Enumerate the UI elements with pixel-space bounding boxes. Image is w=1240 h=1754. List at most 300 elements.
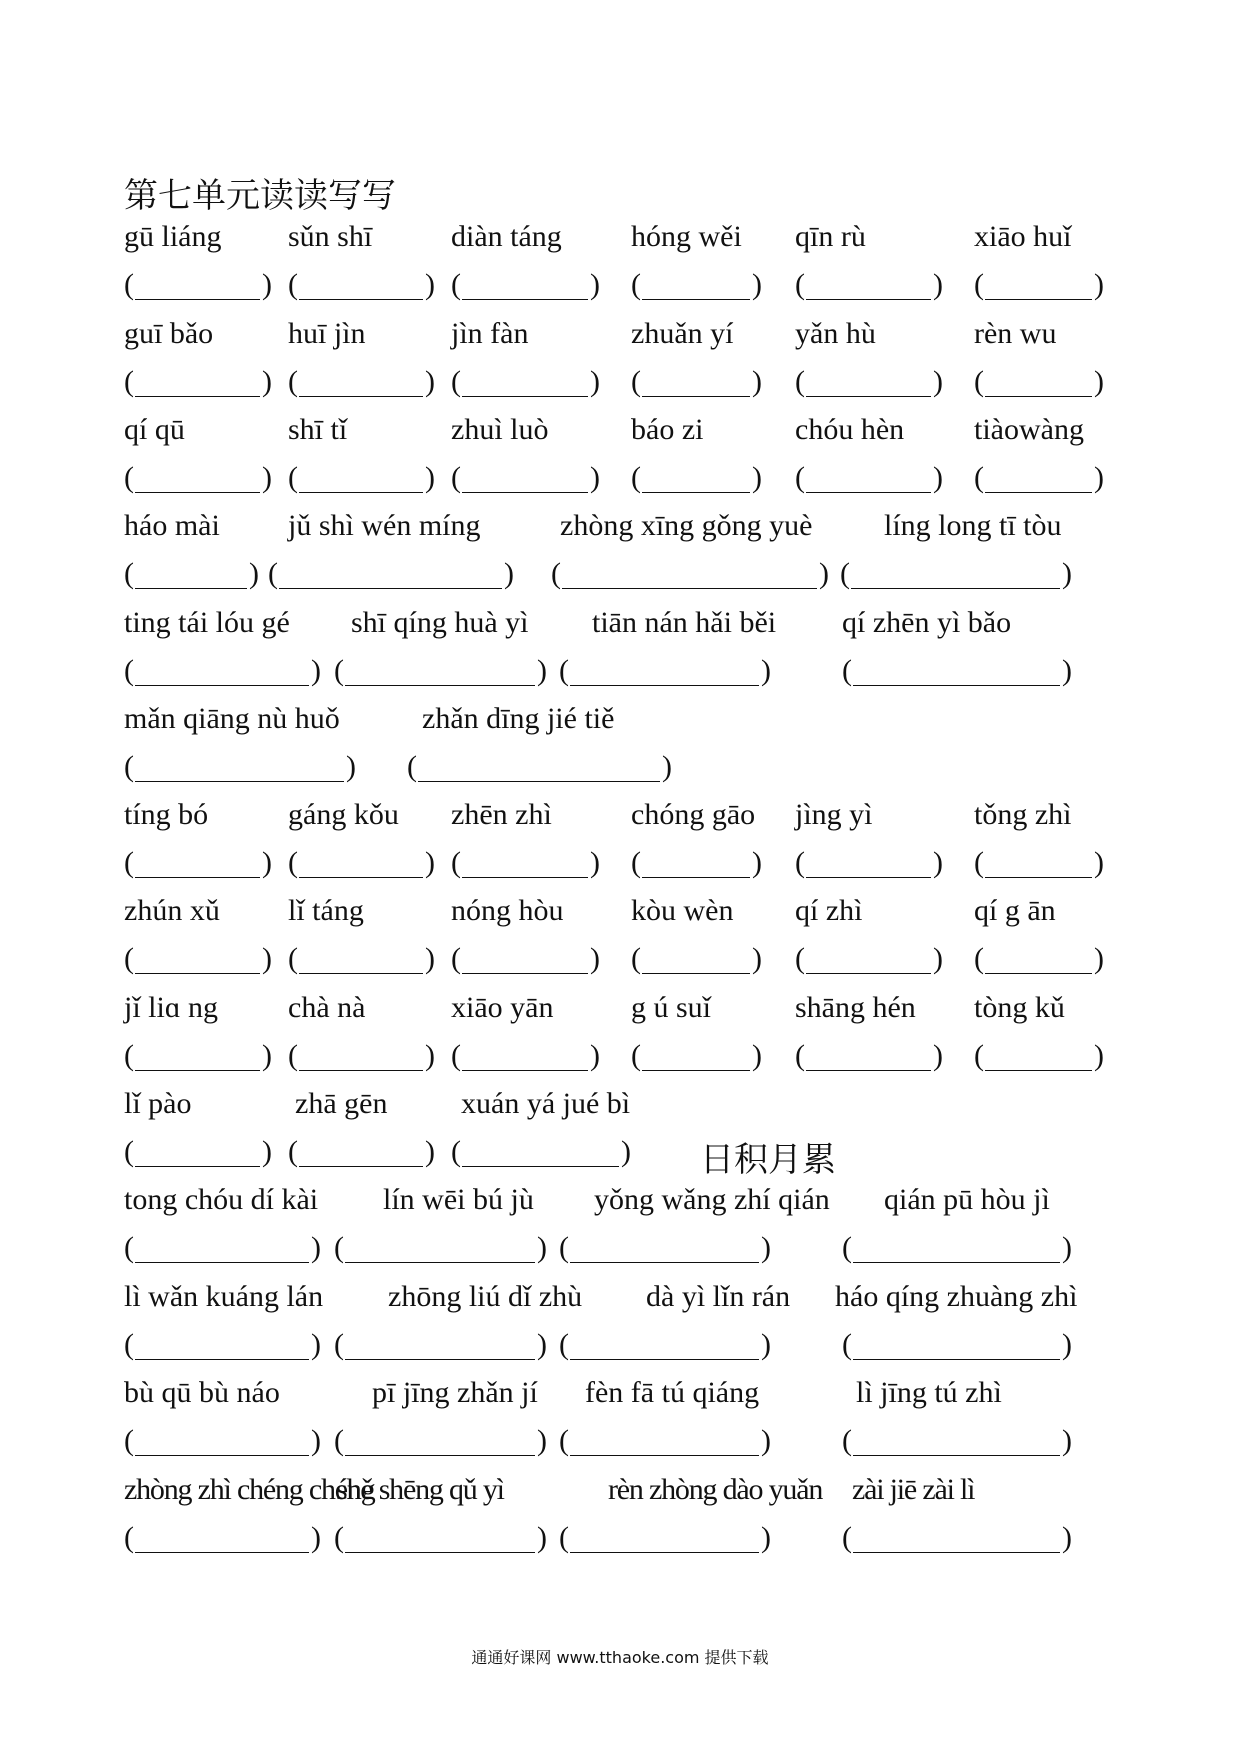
open-paren: (: [451, 268, 461, 301]
answer-blank[interactable]: [334, 1520, 548, 1556]
pinyin-prompt: rèn zhòng dào yuǎn: [608, 1473, 823, 1506]
blank-line: [299, 1166, 423, 1167]
answer-blank[interactable]: [551, 556, 830, 592]
close-paren: ): [752, 1039, 762, 1072]
pinyin-prompt: gáng kǒu: [288, 798, 399, 831]
pinyin-prompt: xiāo huǐ: [974, 220, 1072, 253]
open-paren: (: [631, 461, 641, 494]
open-paren: (: [288, 365, 298, 398]
blank-line: [985, 492, 1092, 493]
pinyin-prompt: tǒng zhì: [974, 798, 1072, 831]
answer-blank[interactable]: [974, 941, 1105, 977]
answer-blank[interactable]: [795, 845, 944, 881]
open-paren: (: [559, 1424, 569, 1457]
pinyin-prompt: qí g ān: [974, 894, 1056, 927]
blank-line: [806, 396, 931, 397]
blank-line: [135, 396, 260, 397]
blank-line: [135, 877, 260, 878]
answer-blank[interactable]: [451, 267, 601, 303]
open-paren: (: [124, 750, 134, 783]
pinyin-prompt: zhòng zhì chéng chéng: [124, 1473, 375, 1506]
close-paren: ): [761, 654, 771, 687]
answer-blank[interactable]: [288, 460, 436, 496]
open-paren: (: [842, 1328, 852, 1361]
pinyin-prompt: líng long tī tòu: [884, 509, 1062, 542]
answer-blank[interactable]: [559, 1230, 772, 1266]
close-paren: ): [537, 1328, 547, 1361]
blank-line: [299, 492, 423, 493]
answer-blank[interactable]: [288, 845, 436, 881]
pinyin-prompt: tiān nán hǎi běi: [592, 606, 777, 639]
close-paren: ): [262, 268, 272, 301]
open-paren: (: [268, 557, 278, 590]
close-paren: ): [761, 1328, 771, 1361]
open-paren: (: [407, 750, 417, 783]
answer-blank[interactable]: [840, 556, 1073, 592]
close-paren: ): [311, 1424, 321, 1457]
open-paren: (: [124, 1328, 134, 1361]
blank-line: [806, 973, 931, 974]
open-paren: (: [124, 654, 134, 687]
blank-line: [135, 492, 260, 493]
pinyin-prompt: qián pū hòu jì: [884, 1183, 1050, 1216]
pinyin-prompt: zhún xǔ: [124, 894, 220, 927]
answer-blank[interactable]: [974, 1038, 1105, 1074]
answer-blank[interactable]: [124, 1134, 273, 1170]
pinyin-prompt: zhòng xīng gǒng yuè: [560, 509, 813, 542]
open-paren: (: [795, 1039, 805, 1072]
close-paren: ): [1062, 654, 1072, 687]
blank-line: [853, 685, 1060, 686]
blank-line: [462, 492, 588, 493]
answer-blank[interactable]: [842, 653, 1073, 689]
pinyin-prompt: yǒng wǎng zhí qián: [594, 1183, 830, 1216]
answer-blank[interactable]: [288, 1134, 436, 1170]
open-paren: (: [334, 1424, 344, 1457]
answer-blank[interactable]: [124, 460, 273, 496]
blank-line: [462, 299, 588, 300]
open-paren: (: [840, 557, 850, 590]
footer-text: 通通好课网 www.tthaoke.com 提供下载: [471, 1648, 769, 1667]
blank-line: [851, 588, 1060, 589]
open-paren: (: [974, 846, 984, 879]
close-paren: ): [1062, 1328, 1072, 1361]
open-paren: (: [451, 942, 461, 975]
blank-line: [642, 492, 750, 493]
blank-line: [345, 1359, 535, 1360]
open-paren: (: [451, 461, 461, 494]
pinyin-prompt: chóu hèn: [795, 413, 905, 446]
open-paren: (: [124, 557, 134, 590]
blank-line: [985, 973, 1092, 974]
pinyin-prompt: tong chóu dí kài: [124, 1183, 319, 1216]
open-paren: (: [451, 365, 461, 398]
blank-line: [806, 492, 931, 493]
close-paren: ): [662, 750, 672, 783]
open-paren: (: [288, 942, 298, 975]
close-paren: ): [819, 557, 829, 590]
answer-blank[interactable]: [631, 364, 763, 400]
blank-line: [985, 396, 1092, 397]
close-paren: ): [425, 268, 435, 301]
close-paren: ): [504, 557, 514, 590]
answer-blank[interactable]: [795, 267, 944, 303]
open-paren: (: [559, 654, 569, 687]
answer-blank[interactable]: [288, 364, 436, 400]
close-paren: ): [933, 365, 943, 398]
open-paren: (: [974, 268, 984, 301]
pinyin-prompt: chóng gāo: [631, 798, 756, 831]
pinyin-prompt: zhā gēn: [295, 1087, 388, 1120]
pinyin-prompt: gū liáng: [124, 220, 222, 253]
blank-line: [462, 396, 588, 397]
blank-line: [135, 1359, 309, 1360]
open-paren: (: [124, 1135, 134, 1168]
answer-blank[interactable]: [974, 460, 1105, 496]
blank-line: [135, 299, 260, 300]
open-paren: (: [842, 1521, 852, 1554]
open-paren: (: [551, 557, 561, 590]
close-paren: ): [752, 846, 762, 879]
pinyin-prompt: tiàowàng: [974, 413, 1084, 446]
blank-line: [562, 588, 817, 589]
close-paren: ): [1062, 1231, 1072, 1264]
close-paren: ): [1062, 557, 1072, 590]
pinyin-prompt: háo qíng zhuàng zhì: [835, 1280, 1078, 1313]
pinyin-prompt: shī qíng huà yì: [351, 606, 529, 639]
pinyin-prompt: rèn wu: [974, 317, 1057, 350]
close-paren: ): [311, 1521, 321, 1554]
close-paren: ): [933, 846, 943, 879]
open-paren: (: [451, 846, 461, 879]
answer-blank[interactable]: [124, 1230, 322, 1266]
blank-line: [279, 588, 502, 589]
close-paren: ): [933, 1039, 943, 1072]
blank-line: [299, 1070, 423, 1071]
answer-blank[interactable]: [124, 1327, 322, 1363]
close-paren: ): [933, 461, 943, 494]
blank-line: [462, 877, 588, 878]
open-paren: (: [288, 846, 298, 879]
pinyin-prompt: báo zi: [631, 413, 704, 446]
blank-line: [570, 1455, 759, 1456]
answer-blank[interactable]: [795, 364, 944, 400]
blank-line: [135, 1262, 309, 1263]
answer-blank[interactable]: [631, 845, 763, 881]
blank-line: [135, 973, 260, 974]
blank-line: [345, 1262, 535, 1263]
close-paren: ): [752, 942, 762, 975]
blank-line: [299, 396, 423, 397]
close-paren: ): [262, 942, 272, 975]
pinyin-prompt: hóng wěi: [631, 220, 742, 253]
pinyin-prompt: qīn rù: [795, 220, 866, 253]
pinyin-prompt: chà nà: [288, 991, 366, 1024]
close-paren: ): [311, 1231, 321, 1264]
pinyin-prompt: tíng bó: [124, 798, 209, 831]
blank-line: [135, 685, 309, 686]
answer-blank[interactable]: [334, 653, 548, 689]
answer-blank[interactable]: [795, 1038, 944, 1074]
blank-line: [853, 1262, 1060, 1263]
pinyin-prompt: nóng hòu: [451, 894, 564, 927]
open-paren: (: [631, 365, 641, 398]
pinyin-prompt: lǐ táng: [288, 894, 364, 927]
blank-line: [135, 1455, 309, 1456]
blank-line: [806, 1070, 931, 1071]
answer-blank[interactable]: [974, 845, 1105, 881]
answer-blank[interactable]: [842, 1327, 1073, 1363]
close-paren: ): [590, 1039, 600, 1072]
blank-line: [806, 877, 931, 878]
close-paren: ): [262, 461, 272, 494]
open-paren: (: [559, 1231, 569, 1264]
blank-line: [299, 973, 423, 974]
close-paren: ): [752, 268, 762, 301]
blank-line: [135, 588, 247, 589]
pinyin-prompt: diàn táng: [451, 220, 562, 253]
blank-line: [853, 1552, 1060, 1553]
open-paren: (: [334, 654, 344, 687]
pinyin-prompt: pī jīng zhǎn jí: [372, 1376, 538, 1409]
answer-blank[interactable]: [451, 364, 601, 400]
pinyin-prompt: sǔn shī: [288, 220, 373, 253]
blank-line: [806, 299, 931, 300]
close-paren: ): [933, 942, 943, 975]
answer-blank[interactable]: [124, 1520, 322, 1556]
open-paren: (: [124, 1039, 134, 1072]
close-paren: ): [1094, 942, 1104, 975]
open-paren: (: [631, 268, 641, 301]
close-paren: ): [537, 1231, 547, 1264]
answer-blank[interactable]: [407, 749, 673, 785]
close-paren: ): [590, 846, 600, 879]
blank-line: [642, 1070, 750, 1071]
pinyin-prompt: qí zhēn yì bǎo: [842, 606, 1012, 639]
open-paren: (: [559, 1328, 569, 1361]
answer-blank[interactable]: [451, 1134, 632, 1170]
close-paren: ): [249, 557, 259, 590]
pinyin-prompt: dà yì lǐn rán: [646, 1280, 791, 1313]
page-title: 第七单元读读写写: [124, 176, 396, 216]
blank-line: [418, 781, 660, 782]
open-paren: (: [124, 846, 134, 879]
answer-blank[interactable]: [974, 364, 1105, 400]
answer-blank[interactable]: [334, 1423, 548, 1459]
answer-blank[interactable]: [451, 941, 601, 977]
close-paren: ): [1094, 365, 1104, 398]
pinyin-prompt: lì wǎn kuáng lán: [124, 1280, 324, 1313]
pinyin-prompt: jìn fàn: [451, 317, 529, 350]
open-paren: (: [631, 1039, 641, 1072]
pinyin-prompt: lǐ pào: [124, 1087, 192, 1120]
blank-line: [853, 1359, 1060, 1360]
pinyin-prompt: jìng yì: [795, 798, 873, 831]
open-paren: (: [334, 1328, 344, 1361]
open-paren: (: [288, 1135, 298, 1168]
blank-line: [985, 299, 1092, 300]
open-paren: (: [795, 846, 805, 879]
pinyin-prompt: g ú suǐ: [631, 991, 712, 1024]
answer-blank[interactable]: [559, 1423, 772, 1459]
close-paren: ): [537, 654, 547, 687]
blank-line: [462, 1166, 619, 1167]
blank-line: [135, 1070, 260, 1071]
close-paren: ): [761, 1424, 771, 1457]
blank-line: [570, 1359, 759, 1360]
answer-blank[interactable]: [334, 1230, 548, 1266]
answer-blank[interactable]: [631, 1038, 763, 1074]
open-paren: (: [124, 1521, 134, 1554]
open-paren: (: [795, 942, 805, 975]
open-paren: (: [451, 1039, 461, 1072]
answer-blank[interactable]: [451, 1038, 601, 1074]
open-paren: (: [334, 1521, 344, 1554]
answer-blank[interactable]: [124, 267, 273, 303]
open-paren: (: [124, 365, 134, 398]
answer-blank[interactable]: [124, 556, 260, 592]
pinyin-prompt: tòng kǔ: [974, 991, 1065, 1024]
blank-line: [462, 1070, 588, 1071]
pinyin-prompt: lín wēi bú jù: [383, 1183, 534, 1216]
answer-blank[interactable]: [559, 1327, 772, 1363]
answer-blank[interactable]: [124, 653, 322, 689]
close-paren: ): [621, 1135, 631, 1168]
close-paren: ): [590, 268, 600, 301]
close-paren: ): [425, 1039, 435, 1072]
answer-blank[interactable]: [559, 1520, 772, 1556]
pinyin-prompt: xuán yá jué bì: [461, 1087, 631, 1120]
pinyin-prompt: jǔ shì wén míng: [288, 509, 481, 542]
blank-line: [299, 877, 423, 878]
answer-blank[interactable]: [124, 749, 357, 785]
close-paren: ): [761, 1231, 771, 1264]
answer-blank[interactable]: [795, 941, 944, 977]
pinyin-prompt: huī jìn: [288, 317, 366, 350]
answer-blank[interactable]: [631, 941, 763, 977]
pinyin-prompt: jǐ liɑ ng: [124, 991, 219, 1024]
answer-blank[interactable]: [334, 1327, 548, 1363]
close-paren: ): [590, 365, 600, 398]
blank-line: [345, 1455, 535, 1456]
close-paren: ): [311, 1328, 321, 1361]
close-paren: ): [1094, 846, 1104, 879]
open-paren: (: [974, 942, 984, 975]
blank-line: [135, 1166, 260, 1167]
open-paren: (: [559, 1521, 569, 1554]
pinyin-prompt: guī bǎo: [124, 317, 214, 350]
close-paren: ): [346, 750, 356, 783]
close-paren: ): [262, 846, 272, 879]
pinyin-prompt: ting tái lóu gé: [124, 606, 290, 639]
pinyin-prompt: qí zhì: [795, 894, 863, 927]
blank-line: [642, 973, 750, 974]
open-paren: (: [842, 1424, 852, 1457]
answer-blank[interactable]: [124, 941, 273, 977]
open-paren: (: [795, 461, 805, 494]
answer-blank[interactable]: [288, 267, 436, 303]
blank-line: [642, 299, 750, 300]
answer-blank[interactable]: [974, 267, 1105, 303]
open-paren: (: [124, 1424, 134, 1457]
close-paren: ): [590, 942, 600, 975]
answer-blank[interactable]: [842, 1520, 1073, 1556]
answer-blank[interactable]: [124, 1423, 322, 1459]
close-paren: ): [1062, 1424, 1072, 1457]
pinyin-prompt: shāng hén: [795, 991, 916, 1024]
answer-blank[interactable]: [288, 1038, 436, 1074]
open-paren: (: [795, 268, 805, 301]
close-paren: ): [590, 461, 600, 494]
pinyin-prompt: qí qū: [124, 413, 185, 446]
blank-line: [135, 781, 344, 782]
blank-line: [135, 1552, 309, 1553]
answer-blank[interactable]: [268, 556, 515, 592]
pinyin-prompt: yǎn hù: [795, 317, 876, 350]
close-paren: ): [1094, 461, 1104, 494]
pinyin-prompt: mǎn qiāng nù huǒ: [124, 702, 340, 735]
open-paren: (: [124, 1231, 134, 1264]
open-paren: (: [124, 461, 134, 494]
blank-line: [345, 685, 535, 686]
open-paren: (: [974, 365, 984, 398]
close-paren: ): [752, 461, 762, 494]
answer-blank[interactable]: [842, 1423, 1073, 1459]
open-paren: (: [631, 846, 641, 879]
open-paren: (: [288, 268, 298, 301]
pinyin-prompt: bù qū bù náo: [124, 1376, 280, 1409]
answer-blank[interactable]: [124, 1038, 273, 1074]
pinyin-prompt: zhēn zhì: [451, 798, 552, 831]
close-paren: ): [761, 1521, 771, 1554]
pinyin-prompt: lì jīng tú zhì: [856, 1376, 1002, 1409]
open-paren: (: [795, 365, 805, 398]
answer-blank[interactable]: [451, 460, 601, 496]
blank-line: [570, 1262, 759, 1263]
answer-blank[interactable]: [631, 267, 763, 303]
section-title-riji: 日积月累: [700, 1140, 836, 1180]
open-paren: (: [974, 1039, 984, 1072]
open-paren: (: [288, 1039, 298, 1072]
answer-blank[interactable]: [451, 845, 601, 881]
blank-line: [642, 396, 750, 397]
close-paren: ): [262, 365, 272, 398]
pinyin-prompt: zài jiē zài lì: [852, 1473, 975, 1506]
pinyin-prompt: zhuǎn yí: [631, 317, 734, 350]
open-paren: (: [974, 461, 984, 494]
pinyin-prompt: fèn fā tú qiáng: [585, 1376, 760, 1409]
answer-blank[interactable]: [631, 460, 763, 496]
blank-line: [985, 877, 1092, 878]
answer-blank[interactable]: [124, 364, 273, 400]
answer-blank[interactable]: [795, 460, 944, 496]
open-paren: (: [288, 461, 298, 494]
answer-blank[interactable]: [559, 653, 772, 689]
answer-blank[interactable]: [842, 1230, 1073, 1266]
close-paren: ): [933, 268, 943, 301]
close-paren: ): [425, 365, 435, 398]
close-paren: ): [262, 1135, 272, 1168]
open-paren: (: [334, 1231, 344, 1264]
close-paren: ): [1062, 1521, 1072, 1554]
close-paren: ): [537, 1521, 547, 1554]
close-paren: ): [425, 461, 435, 494]
blank-line: [570, 685, 759, 686]
pinyin-prompt: háo mài: [124, 509, 220, 542]
open-paren: (: [842, 654, 852, 687]
answer-blank[interactable]: [288, 941, 436, 977]
answer-blank[interactable]: [124, 845, 273, 881]
